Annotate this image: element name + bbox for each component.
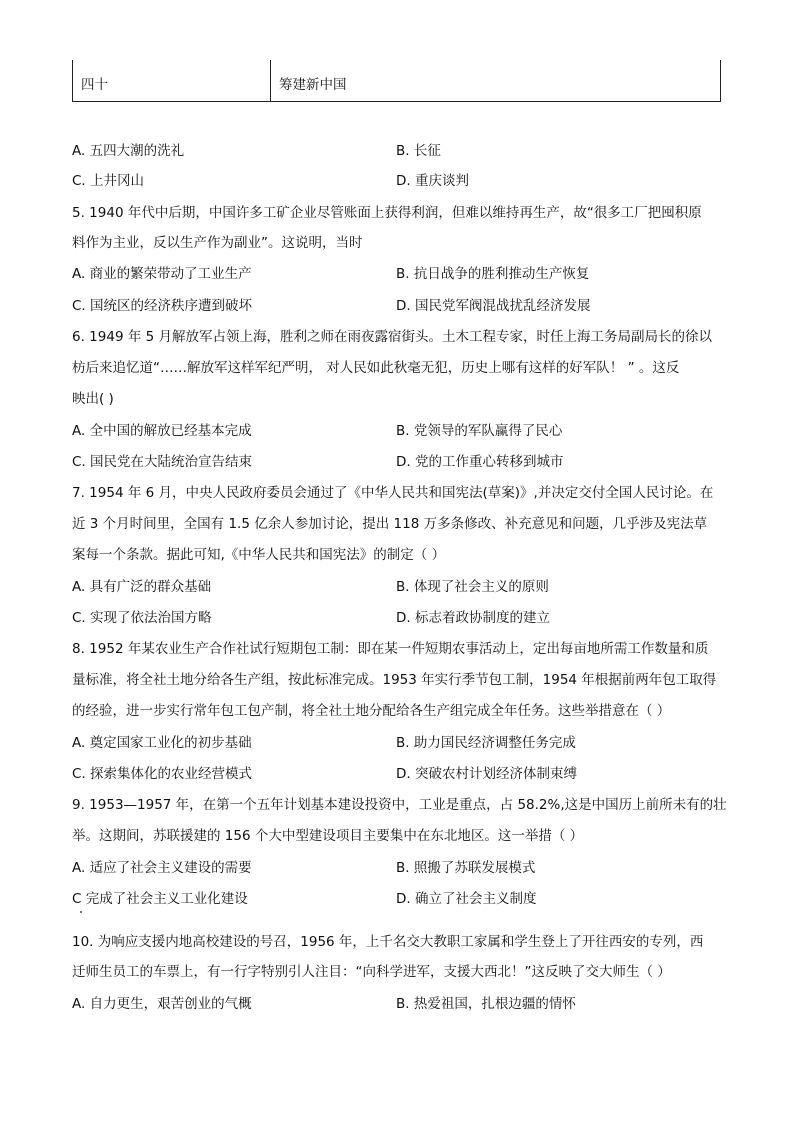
q6-option-a: A. 全中国的解放已经基本完成 [72,423,252,439]
q5-stem-line-1: 5. 1940 年代中后期，中国许多工矿企业尽管账面上获得利润，但难以维持再生产，故“很多工厂把囤积原 [72,205,702,221]
q7-option-a: A. 具有广泛的群众基础 [72,579,212,595]
q8-option-b: B. 助力国民经济调整任务完成 [396,735,576,751]
q7-option-d: D. 标志着政协制度的建立 [396,610,550,626]
q4-option-b: B. 长征 [396,143,441,159]
q10-option-a: A. 自力更生，艰苦创业的气概 [72,996,252,1012]
q9-stem-line-2: 举。这期间，苏联援建的 156 个大中型建设项目主要集中在东北地区。这一举措（ ） [72,828,584,844]
q5-option-d: D. 国民党军阀混战扰乱经济发展 [396,298,591,314]
q10-stem-line-1: 10. 为响应支援内地高校建设的号召，1956 年，上千名交大教职工家属和学生登上了开往西安的专列，西 [72,934,704,950]
q10-option-b: B. 热爱祖国，扎根边疆的情怀 [396,996,576,1012]
q6-stem-line-2: 枋后来追忆道“……解放军这样军纪严明， 对人民如此秋毫无犯，历史上哪有这样的好军队！ ” 。这反 [72,360,680,376]
q9-option-c: C 完成了社会主义工业化建设 [72,891,248,907]
answer-table-row [72,60,721,102]
q7-stem-line-1: 7. 1954 年 6 月，中央人民政府委员会通过了《中华人民共和国宪法(草案)》,并决定交付全国人民讨论。在 [72,485,714,501]
q7-option-c: C. 实现了依法治国方略 [72,610,212,626]
q7-stem-line-2: 近 3 个月时间里，全国有 1.5 亿余人参加讨论，提出 118 万多条修改、补充意见和问题，几乎涉及宪法草 [72,516,708,532]
q8-stem-line-2: 量标准，将全社土地分给各生产组，按此标准完成。1953 年实行季节包工制，1954 年根据前两年包工取得 [72,672,717,688]
q6-option-c: C. 国民党在大陆统治宣告结束 [72,454,253,470]
q4-option-c: C. 上井冈山 [72,173,145,189]
q8-option-a: A. 奠定国家工业化的初步基础 [72,735,252,751]
table-cell-topic: 筹建新中国 [279,77,347,93]
q8-option-d: D. 突破农村计划经济体制束缚 [396,766,577,782]
q9-option-b: B. 照搬了苏联发展模式 [396,860,536,876]
q8-stem-line-1: 8. 1952 年某农业生产合作社试行短期包工制：即在某一件短期农事活动上，定出每亩地所需工作数量和质 [72,641,709,657]
q5-option-c: C. 国统区的经济秩序遭到破坏 [72,298,253,314]
table-cell-number: 四十 [81,77,108,93]
table-divider [270,60,271,101]
q6-option-d: D. 党的工作重心转移到城市 [396,454,564,470]
q4-option-a: A. 五四大潮的洗礼 [72,143,185,159]
q5-stem-line-2: 料作为主业，反以生产作为副业”。这说明，当时 [72,235,363,251]
q10-stem-line-2: 迁师生员工的车票上，有一行字特别引人注目：“向科学进军，支援大西北！”这反映了交大师生（ ） [72,964,671,980]
q6-option-b: B. 党领导的军队赢得了民心 [396,423,563,439]
q8-stem-line-3: 的经验，进一步实行常年包工包产制，将全社土地分配给各生产组完成全年任务。这些举措意在（ ） [72,703,671,719]
q7-option-b: B. 体现了社会主义的原则 [396,579,549,595]
q6-stem-line-1: 6. 1949 年 5 月解放军占领上海，胜利之师在雨夜露宿街头。土木工程专家，时任上海工务局副局长的徐以 [72,329,712,345]
q5-option-b: B. 抗日战争的胜利推动生产恢复 [396,266,590,282]
q9-option-d: D. 确立了社会主义制度 [396,891,537,907]
stray-mark [80,911,82,913]
q8-option-c: C. 探索集体化的农业经营模式 [72,766,253,782]
q4-option-d: D. 重庆谈判 [396,173,469,189]
q9-option-a: A. 适应了社会主义建设的需要 [72,860,252,876]
q7-stem-line-3: 案每一个条款。据此可知,《中华人民共和国宪法》的制定（ ） [72,547,446,563]
q9-stem-line-1: 9. 1953—1957 年，在第一个五年计划基本建设投资中，工业是重点，占 58.2%,这是中国历上前所未有的壮 [72,797,727,813]
q6-stem-line-3: 映出( ) [72,391,114,407]
q5-option-a: A. 商业的繁荣带动了工业生产 [72,266,252,282]
